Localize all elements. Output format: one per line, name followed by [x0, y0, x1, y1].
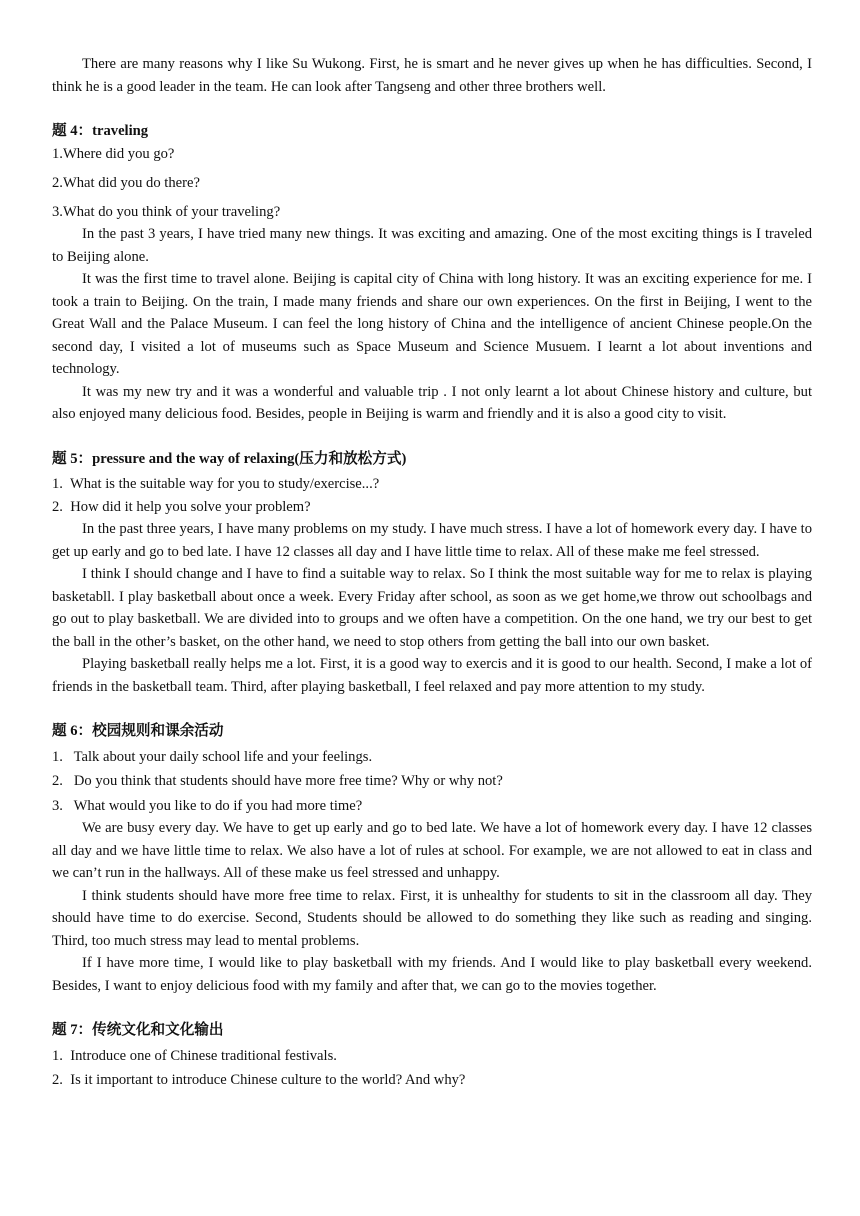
- topic-5-section: [52, 448, 812, 699]
- topic-4-section: [52, 120, 812, 426]
- topic-6-paragraph-3: If I have more time, I would like to play basketball with my friends. And I would like to play basketball every weekend. Besides, I want to enjoy delicious food with my family and after that, we can go to the movies together.: [52, 955, 812, 994]
- topic-7-question-1: 1. Introduce one of Chinese traditional festivals.: [52, 1047, 337, 1064]
- topic-4-question-2: 2.What did you do there?: [52, 174, 200, 191]
- topic-5-heading: 题 5：pressure and the way of relaxing(压力和放松方式): [52, 450, 407, 467]
- intro-section: [52, 53, 812, 98]
- topic-4-question-1: 1.Where did you go?: [52, 145, 175, 162]
- topic-5-paragraph-1: In the past three years, I have many problems on my study. I have much stress. I have a lot of homework every day. I have to get up early and go to bed late. I have 12 classes all day and I have little time to relax. All of these make me feel stressed.: [52, 521, 812, 560]
- topic-7-question-2: 2. Is it important to introduce Chinese culture to the world? And why?: [52, 1072, 466, 1088]
- topic-6-paragraph-1: We are busy every day. We have to get up early and go to bed late. We have a lot of homework every day. I have 12 classes all day and we have little time to relax. We also have a lot of rules at school. For example, we are not allowed to eat in class and we can’t run in the hallways. All of these make us feel stressed and unhappy.: [52, 820, 812, 881]
- topic-7-section: [52, 1019, 812, 1092]
- topic-4-paragraph-2: It was the first time to travel alone. Beijing is capital city of China with long history. It was an exciting experience for me. I took a train to Beijing. On the train, I made many friends and share our own experiences. On the first in Beijing, I went to the Great Wall and the Palace Museum. I can feel the long history of China and the intelligence of ancient Chinese people.On the second day, I visited a lot of museums such as Space Museum and Science Musuem. I learnt a lot about inventions and technology.: [52, 271, 812, 377]
- topic-5-question-2: 2. How did it help you solve your problem?: [52, 498, 311, 515]
- topic-4-paragraph-3: It was my new try and it was a wonderful and valuable trip . I not only learnt a lot about Chinese history and culture, but also enjoyed many delicious food. Besides, people in Beijing is warm and friendly and it is also a good city to visit.: [52, 383, 812, 422]
- topic-6-question-2: 2. Do you think that students should have more free time? Why or why not?: [52, 773, 503, 789]
- intro-paragraph-1: There are many reasons why I like Su Wukong. First, he is smart and he never gives up when he has difficulties. Second, I think he is a good leader in the team. He can look after Tangseng and other three brothers well.: [52, 56, 812, 95]
- topic-5-paragraph-3: Playing basketball really helps me a lot. First, it is a good way to exercis and it is good to our health. Second, I make a lot of friends in the basketball team. Third, after playing basketball, I feel relaxed and pay more attention to my study.: [52, 656, 812, 695]
- topic-6-section: [52, 720, 812, 997]
- topic-4-question-3: 3.What do you think of your traveling?: [52, 203, 281, 220]
- topic-5-question-1: 1. What is the suitable way for you to study/exercise...?: [52, 476, 380, 492]
- topic-5-paragraph-2: I think I should change and I have to find a suitable way to relax. So I think the most suitable way for me to relax is playing basketabll. I play basketball about once a week. Every Friday after school, as soon as we get home,we throw out schoolbags and go out to play basketball. We are divided into to groups and we often have a competition. On the one hand, we try our best to get the ball in the other’s basket, on the other hand, we need to stop others from getting the ball into our own basket.: [52, 566, 812, 650]
- topic-4-heading: 题 4：traveling: [52, 123, 149, 139]
- topic-7-heading: 题 7：传统文化和文化输出: [52, 1022, 224, 1038]
- topic-6-question-1: 1. Talk about your daily school life and your feelings.: [52, 748, 373, 765]
- topic-6-paragraph-2: I think students should have more free time to relax. First, it is unhealthy for students to sit in the classroom all day. They should have time to do exercise. Second, Students should be allowed to do something they like such as reading and singing. Third, too much stress may lead to mental problems.: [52, 887, 812, 949]
- topic-6-heading: 题 6：校园规则和课余活动: [52, 723, 224, 739]
- topic-6-question-3: 3. What would you like to do if you had more time?: [52, 797, 363, 814]
- topic-4-paragraph-1: In the past 3 years, I have tried many new things. It was exciting and amazing. One of the most exciting things is I traveled to Beijing alone.: [52, 226, 812, 265]
